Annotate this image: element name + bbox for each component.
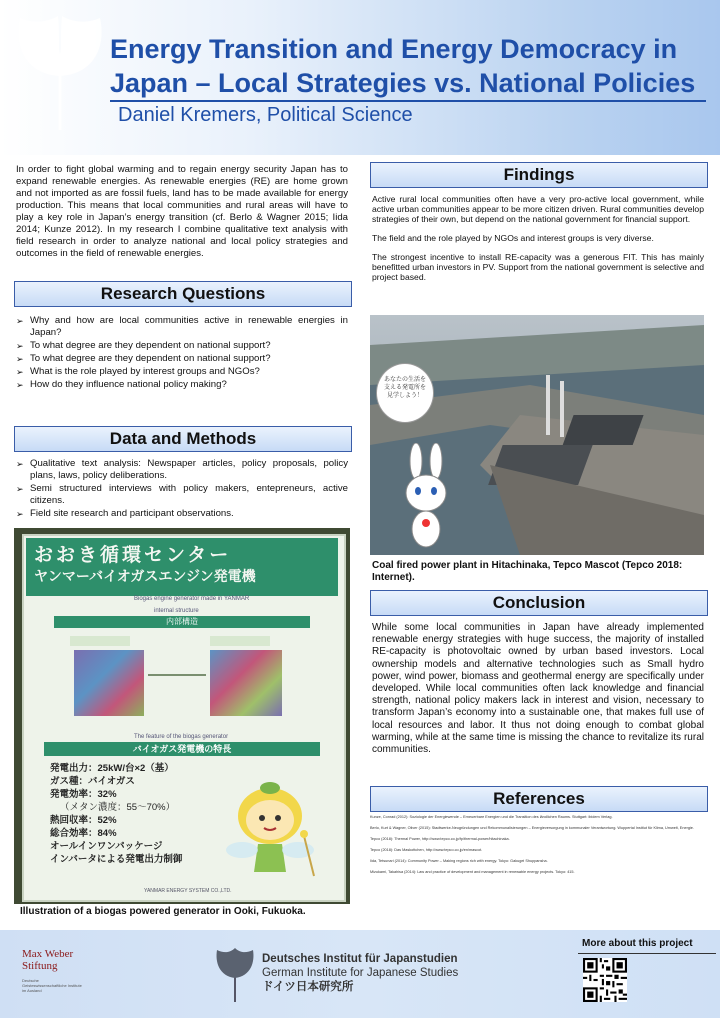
list-item: ➢ Why and how are local communities active in renewable energies in Japan? xyxy=(16,315,348,339)
spec-list xyxy=(50,762,182,866)
list-item: ➢ How do they influence national policy making? xyxy=(16,379,348,391)
spec-item: 発電効率：32% xyxy=(50,789,117,800)
fairy-mascot-illustration xyxy=(220,776,320,886)
rabbit-mascot-illustration xyxy=(398,443,454,553)
qr-code-icon[interactable] xyxy=(583,958,627,1002)
speech-bubble: あなたの生活を支える発電所を見学しよう！ xyxy=(376,363,434,423)
list-item: ➢ Qualitative text analysis: Newspaper articles, policy proposals, policy plans, laws, policy deliberations. xyxy=(16,458,348,482)
sign-feature-en: The feature of the biogas generator xyxy=(134,734,229,740)
dij-name-jp: ドイツ日本研究所 xyxy=(262,981,354,993)
reference-item: Mizukami, Takahisa (2014): Law and practice of development and management in renewable energy projects. Tokyo: 415. xyxy=(370,870,575,874)
list-item: ➢ Field site research and participant observations. xyxy=(16,508,348,520)
research-questions-list xyxy=(16,315,348,392)
dij-name-en: German Institute for Japanese Studies xyxy=(262,967,459,979)
dij-name-de: Deutsches Institut für Japanstudien xyxy=(262,953,458,965)
findings-heading: Findings xyxy=(370,162,708,188)
sign-subtitle: ヤンマーバイオガスエンジン発電機 xyxy=(34,568,256,584)
reference-item: Iida, Tetsunari (2014): Community Power – Making regions rich with energy. Tokyo: Gakugei Shuppansha. xyxy=(370,859,548,863)
references-heading: References xyxy=(370,786,708,812)
reference-item: Kunze, Conrad (2012): Soziologie der Energiewende – Erneuerbare Energien und die Transition des ländlichen Raums. Stuttgart: ibidem Verlag. xyxy=(370,815,613,819)
conclusion-text: While some local communities in Japan have already implemented renewable energy strategies with huge success, the majority of installed RE-capacity is photovoltaic owned by urban based investors. Local ownership models and alternative technologies such as Small hydro power, wind power, biomass and geothermal energy are specifically under developed. While local communities often lack knowledge and financial strength, national policy makers lack in interest and vision, necessary to transform Japan’s economy into a sustainable one, that makes full use of local resources and labor. It thus not doing enough to combat global warming, while at the same time is missing the chance to revitalize its rural communities. xyxy=(372,622,704,756)
poster-header xyxy=(0,0,720,155)
list-item: ➢ To what degree are they dependent on national support? xyxy=(16,353,348,365)
reference-item: Tepco (2018): Das Maskottchen, http://www.tepco.co.jp/en/mascot. xyxy=(370,848,483,852)
conclusion-heading: Conclusion xyxy=(370,590,708,616)
max-weber-subtitle: Deutsche Geisteswissenschaftliche Institute im Ausland xyxy=(22,978,82,993)
list-item: ➢ Semi structured interviews with policy makers, entepreneurs, active citizens. xyxy=(16,483,348,507)
sign-maker: YANMAR ENERGY SYSTEM CO.,LTD. xyxy=(144,888,232,894)
spec-item: 熱回収率：52% xyxy=(50,815,117,826)
findings-paragraph: Active rural local communities often have a very pro-active local government, while active urban communities appear to be more citizen driven. Rural communities develop strategies of their own, but depend on the national government for financial support. xyxy=(372,194,704,224)
sign-internal-jp: 内部構造 xyxy=(54,616,310,628)
poster-title: Energy Transition and Energy Democracy in Japan – Local Strategies vs. National Policies xyxy=(110,34,696,98)
more-about-project-label: More about this project xyxy=(582,938,693,949)
spec-item: 総合効率：84% xyxy=(50,828,117,839)
methods-heading: Data and Methods xyxy=(14,426,352,452)
findings-text xyxy=(372,194,704,282)
dij-ginkgo-logo-icon xyxy=(215,948,255,1002)
max-weber-logo: Max Weber Stiftung xyxy=(22,948,74,972)
reference-item: Berlo, Kurt & Wagner, Oliver (2015): Stadtwerke-Neugründungen und Rekommunalisierungen – Energieversorgung in kommunaler Verantwortung. Wuppertal Institut für Klima, Umwelt, Energie. xyxy=(370,826,694,830)
ginkgo-leaf-icon xyxy=(14,14,106,132)
sign-title: おおき循環センター xyxy=(34,545,232,566)
findings-paragraph: The field and the role played by NGOs and interest groups is very diverse. xyxy=(372,233,654,243)
findings-paragraph: The strongest incentive to install RE-capacity was a generous FIT. This has mainly benefitted urban investors in PV. Support from the national government is selective and project based. xyxy=(372,252,704,282)
reference-item: Tepco (2018): Thermal Power, http://www.tepco.co.jp/fp/thermal-power/hitachinaka. xyxy=(370,837,510,841)
sign-internal-en: internal structure xyxy=(154,608,199,614)
spec-item: 発電出力：25kW/台×2（基） xyxy=(50,763,174,774)
biogas-generator-photo xyxy=(14,528,350,904)
research-questions-heading: Research Questions xyxy=(14,281,352,307)
references-list xyxy=(370,815,706,881)
title-divider xyxy=(110,100,706,102)
methods-list xyxy=(16,458,348,521)
intro-text: In order to fight global warming and to regain energy security Japan has to expand renewable energies. As renewable energies (RE) are home grown and not imported as are fossil fuels, land has to be made available for energy production. This means that local communities and rural areas will have to play a key role in Japan’s energy transition (cf. Berlo & Wagner 2015; Iida 2014; Kunze 2012). In my research I combine qualitative text analysis with field research in order to analyze national and local policy strategies and outcomes in the field of renewable energies. xyxy=(16,164,348,259)
sign-english: Biogas engine generator made in YANMAR xyxy=(134,596,250,602)
list-item: ➢ What is the role played by interest groups and NGOs? xyxy=(16,366,348,378)
list-item: ➢ To what degree are they dependent on national support? xyxy=(16,340,348,352)
sign-feature-jp: バイオガス発電機の特長 xyxy=(44,742,320,756)
biogas-caption: Illustration of a biogas powered generator in Ooki, Fukuoka. xyxy=(20,906,306,917)
spec-item: （メタン濃度：55〜70%） xyxy=(60,802,176,813)
plant-caption: Coal fired power plant in Hitachinaka, Tepco Mascot (Tepco 2018: Internet). xyxy=(372,560,683,583)
spec-item: オールインワンパッケージ xyxy=(50,841,163,852)
spec-item: インバータによる発電出力制御 xyxy=(50,854,183,865)
author-line: Daniel Kremers, Political Science xyxy=(118,104,413,126)
power-plant-photo xyxy=(370,315,704,555)
dij-name xyxy=(262,952,458,994)
more-divider xyxy=(578,953,716,954)
spec-item: ガス種：バイオガス xyxy=(50,776,135,787)
